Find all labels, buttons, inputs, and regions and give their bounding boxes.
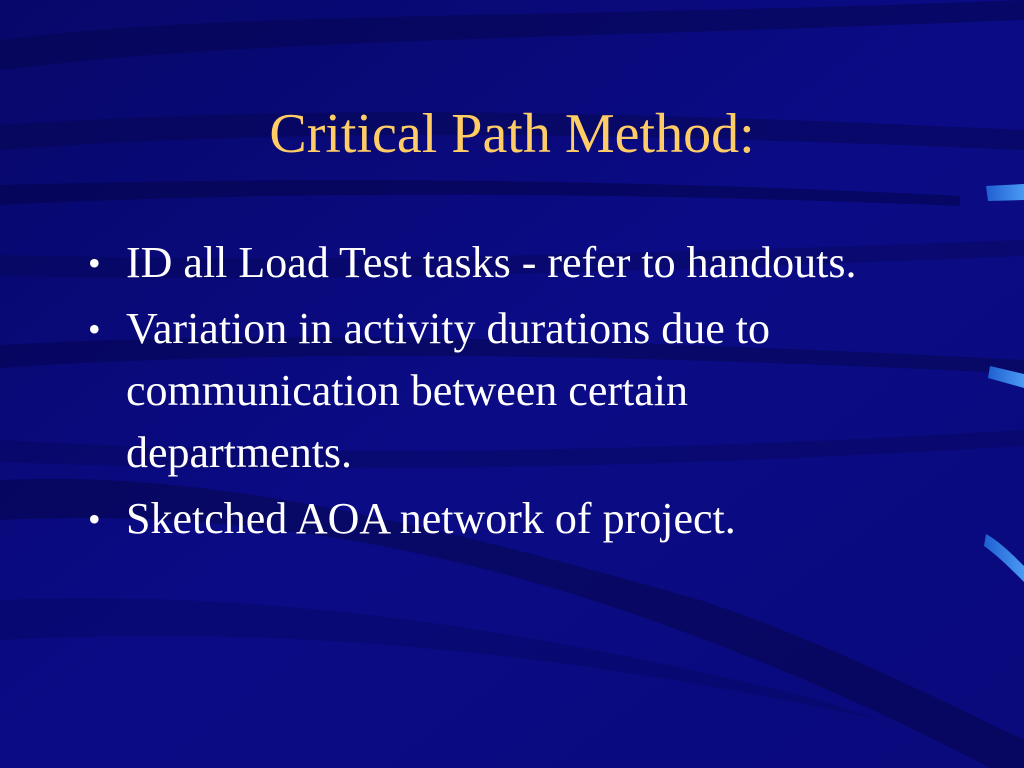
bullet-text: ID all Load Test tasks - refer to handouts.: [126, 238, 857, 287]
bullet-dot-icon: •: [88, 499, 101, 539]
bullet-list: [84, 232, 904, 554]
bullet-item: [84, 488, 904, 550]
bullet-item: [84, 232, 904, 294]
bullet-item: [84, 298, 904, 484]
bullet-dot-icon: •: [88, 309, 101, 349]
bullet-text: Sketched AOA network of project.: [126, 494, 736, 543]
slide-title: Critical Path Method:: [269, 103, 755, 165]
bullet-text: Variation in activity durations due to communication between certain departments.: [126, 304, 770, 477]
bullet-dot-icon: •: [88, 243, 101, 283]
